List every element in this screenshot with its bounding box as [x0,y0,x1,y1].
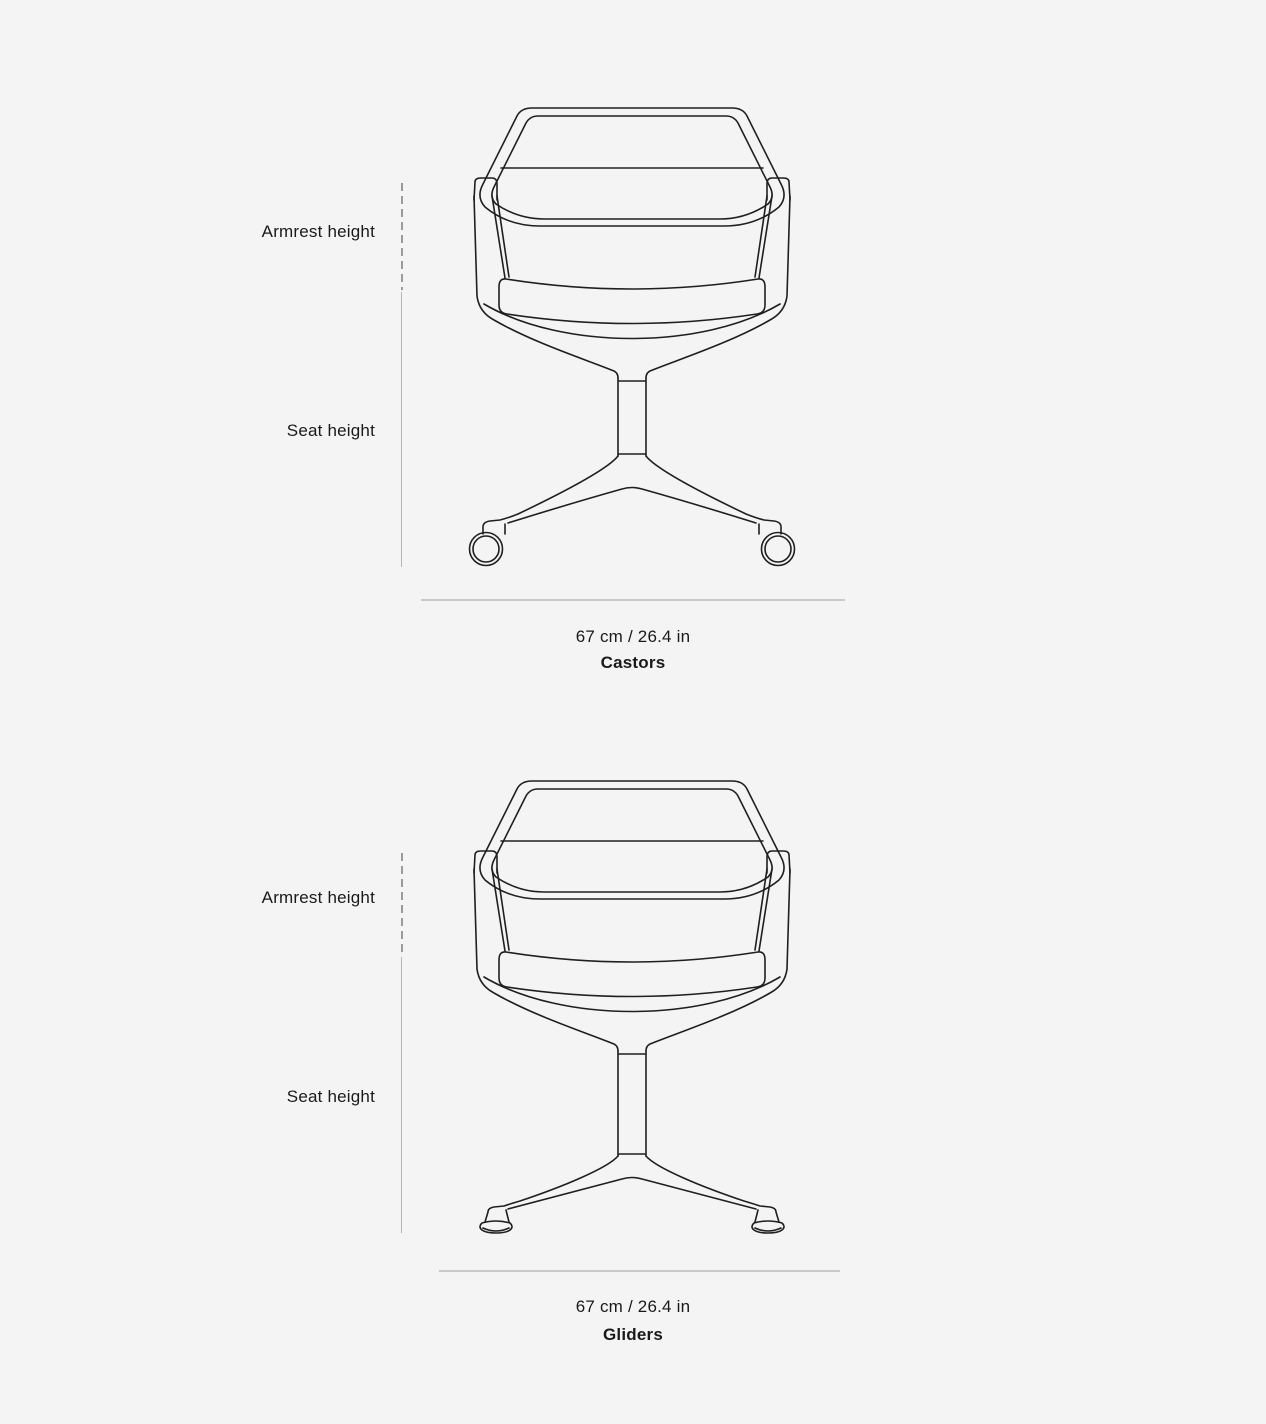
width-dimension-label: 67 cm / 26.4 in [575,1297,691,1316]
seat-height-guide-line [401,292,402,567]
chair-front-view-castors [462,100,802,580]
figure-gliders [0,700,1266,1424]
seat-height-guide-line [401,957,402,1233]
chair-front-view-gliders [462,773,802,1253]
armrest-height-guide-dashed-line [401,183,403,290]
width-rule [439,1270,840,1272]
base-type-label: Castors [600,653,666,672]
width-dimension-label: 67 cm / 26.4 in [575,627,691,646]
seat-height-label: Seat height [286,1087,375,1106]
armrest-height-label: Armrest height [261,222,375,241]
seat-height-label: Seat height [286,421,375,440]
armrest-height-label: Armrest height [261,888,375,907]
figure-castors [0,0,1266,700]
base-type-label: Gliders [603,1325,663,1344]
armrest-height-guide-dashed-line [401,853,403,952]
width-rule [421,599,845,601]
